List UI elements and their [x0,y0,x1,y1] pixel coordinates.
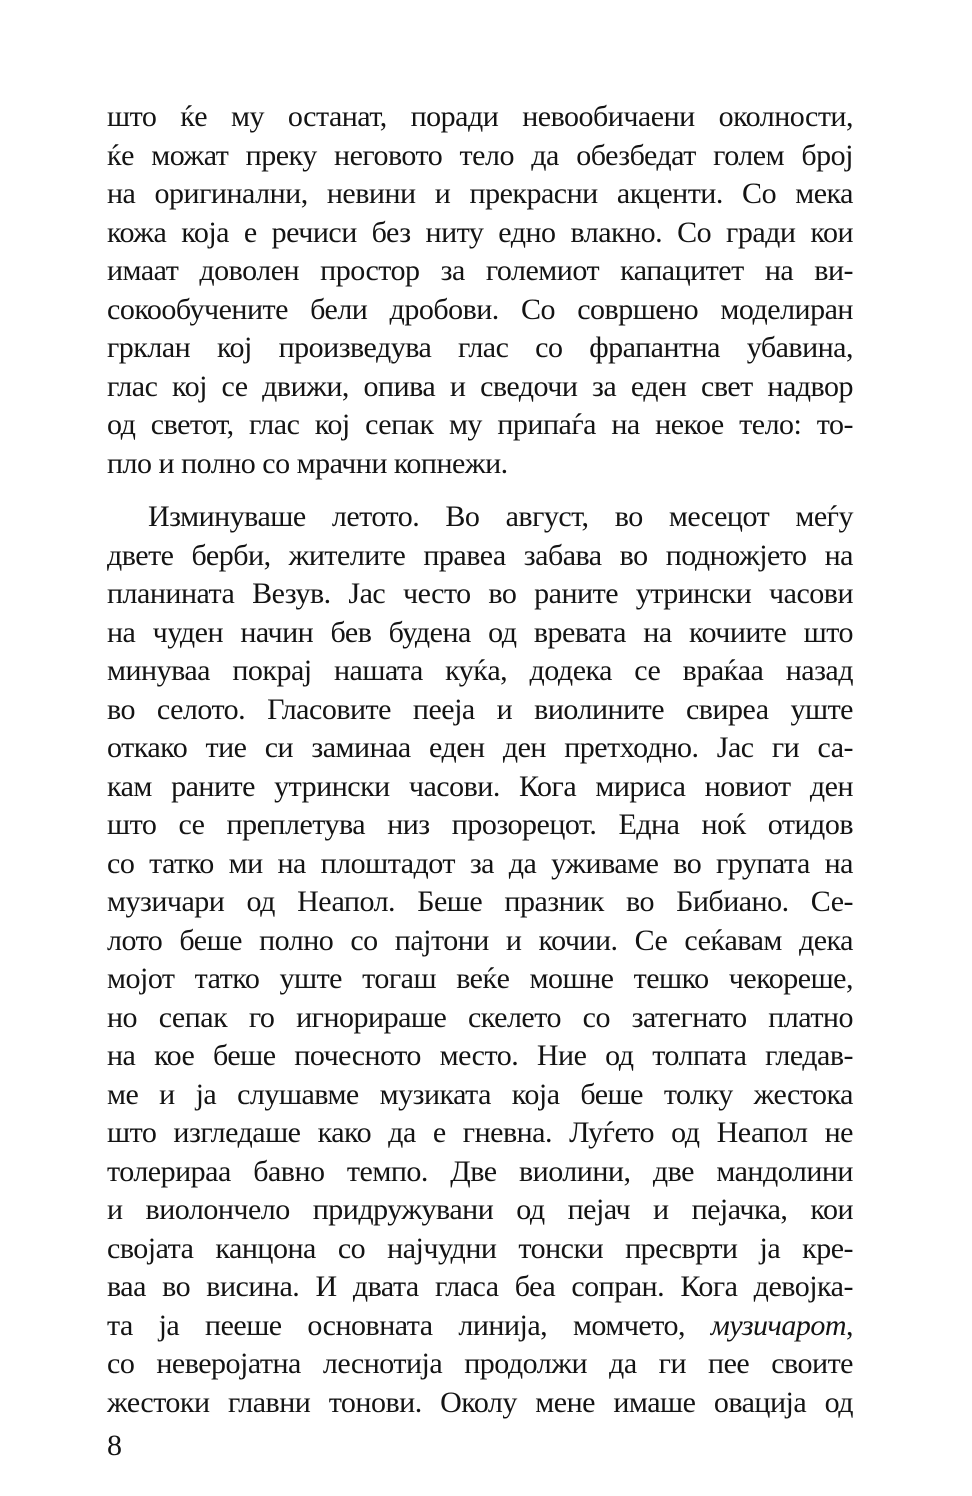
text-line: планината Везув. Јас често во раните утрински часови [107,577,853,610]
text-line: лото беше полно со пајтони и кочии. Се сеќавам дека [107,923,853,957]
text-line: и виолончело придружувани од пејач и пејачка, кои [107,1193,853,1226]
text-line: на оригинални, невини и прекрасни акценти. Со мека [107,177,853,210]
line-text: , [846,1308,853,1342]
text-line: толерираа бавно темпо. Две виолини, две мандолини [107,1154,853,1188]
paragraph-1 [107,98,853,483]
body-text [107,98,853,1422]
text-line: со татко ми на плоштадот за да уживаме во групата на [107,846,853,880]
text-line: кам раните утрински часови. Кога мириса новиот ден [107,769,853,803]
text-line: ќе можат преку неговото тело да обезбедат голем број [107,138,853,172]
text-line: Изминуваше летото. Во август, во месецот меѓу [148,500,853,533]
page-number: 8 [107,1429,122,1462]
text-line: грклан кој произведува глас со фрапантна убавина, [107,331,853,364]
text-line: во селото. Гласовите пееја и виолините свиреа уште [107,692,853,726]
text-line: жестоки главни тонови. Околу мене имаше овација од [107,1385,853,1419]
text-line: ваа во висина. И двата гласа беа сопран. Кога девојка- [107,1270,853,1303]
text-line-with-italic [107,1307,853,1346]
line-text: та ја пееше основната линија, момчето, [107,1308,711,1342]
text-line: имаат доволен простор за големиот капацитет на ви- [107,254,853,287]
italic-word: музичарот [710,1308,846,1342]
text-line: откако тие си заминаа еден ден претходно. Јас ги са- [107,731,853,764]
text-line: мојот татко уште тогаш веќе мошне тешко чекореше, [107,962,853,995]
text-line: но сепак го игнорираше скелето со затегнато платно [107,1000,853,1034]
paragraph-2 [107,498,853,1422]
text-line: што ќе му останат, поради невообичаени околности, [107,100,853,133]
text-line: својата канцона со најчудни тонски пресврти ја кре- [107,1231,853,1265]
text-line: што изгледаше како да е гневна. Луѓето од Неапол не [107,1116,853,1149]
text-line: двете берби, жителите правеа забава во подножјето на [107,538,853,572]
text-line: минуваа покрај нашата куќа, додека се враќаа назад [107,654,853,687]
text-line: сокообучените бели дробови. Со совршено моделиран [107,292,853,326]
text-line: од светот, глас кој сепак му припаѓа на некое тело: то- [107,408,853,441]
text-line: кожа која е речиси без ниту едно влакно. Со гради кои [107,215,853,249]
text-line: со неверојатна леснотија продолжи да ги пее своите [107,1347,853,1380]
text-line: музичари од Неапол. Беше празник во Бибиано. Се- [107,885,853,918]
text-line: што се преплетува низ прозорецот. Една ноќ отидов [107,808,853,841]
text-line: ме и ја слушавме музиката која беше толку жестока [107,1077,853,1111]
text-line: глас кој се движи, опива и сведочи за еден свет надвор [107,369,853,403]
text-line: на чуден начин бев будена од вревата на кочиите што [107,615,853,649]
text-line: пло и полно со мрачни копнежи. [107,446,508,480]
text-line: на кое беше почесното место. Ние од толпата гледав- [107,1039,853,1072]
